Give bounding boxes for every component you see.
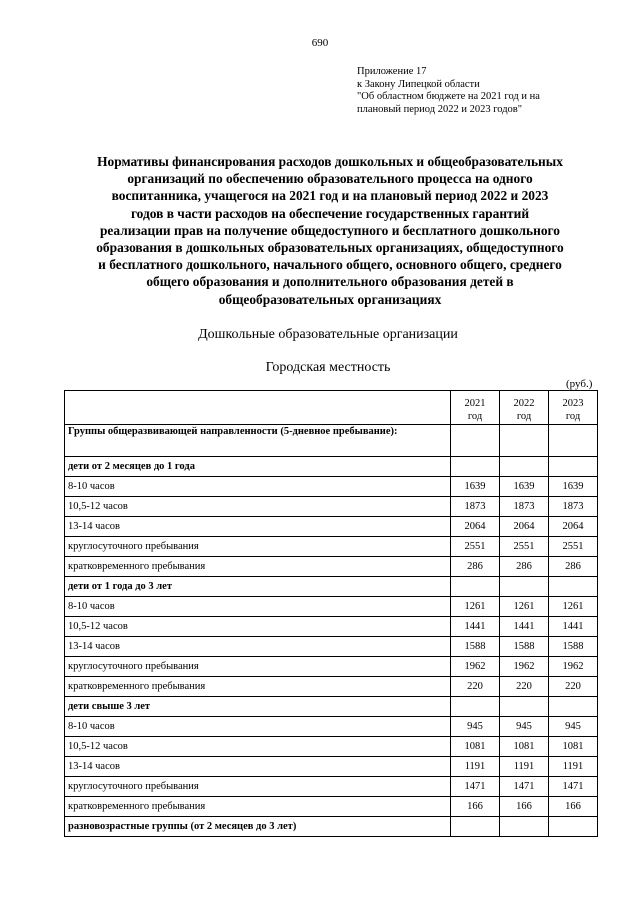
value-cell: 1191	[500, 757, 549, 777]
row-label-cell: 10,5-12 часов	[65, 497, 451, 517]
value-cell: 1261	[500, 597, 549, 617]
empty-cell	[500, 697, 549, 717]
value-cell: 1588	[500, 637, 549, 657]
year-value: 2023	[562, 398, 584, 409]
section-title-cell: дети от 2 месяцев до 1 года	[65, 457, 451, 477]
page-number: 690	[311, 37, 329, 49]
annex-line: Приложение 17	[357, 66, 427, 77]
units-label: (руб.)	[566, 378, 593, 390]
value-cell: 1081	[549, 737, 598, 757]
value-cell: 2551	[451, 537, 500, 557]
row-label-cell: кратковременного пребывания	[65, 677, 451, 697]
value-cell: 1471	[500, 777, 549, 797]
header-empty-cell	[65, 391, 451, 425]
value-cell: 945	[451, 717, 500, 737]
value-cell: 1639	[549, 477, 598, 497]
row-label-cell: 13-14 часов	[65, 517, 451, 537]
section-title-cell: дети свыше 3 лет	[65, 697, 451, 717]
section-row	[65, 697, 598, 717]
year-header-cell	[451, 391, 500, 425]
row-label-cell: 13-14 часов	[65, 757, 451, 777]
value-cell: 1962	[500, 657, 549, 677]
title-line: и бесплатного дошкольного, начального общего, основного общего, среднего	[98, 257, 562, 273]
value-cell: 2064	[500, 517, 549, 537]
table-row	[65, 777, 598, 797]
empty-cell	[451, 425, 500, 457]
value-cell: 945	[500, 717, 549, 737]
empty-cell	[549, 577, 598, 597]
row-label-cell: 8-10 часов	[65, 597, 451, 617]
empty-cell	[549, 457, 598, 477]
subsection-title: Городская местность	[265, 360, 391, 375]
value-cell: 1261	[451, 597, 500, 617]
row-label-cell: 13-14 часов	[65, 637, 451, 657]
table-row	[65, 797, 598, 817]
value-cell: 1191	[451, 757, 500, 777]
section-title: Дошкольные образовательные организации	[198, 327, 458, 342]
table-row	[65, 537, 598, 557]
row-label-cell: кратковременного пребывания	[65, 557, 451, 577]
empty-cell	[500, 577, 549, 597]
value-cell: 1441	[549, 617, 598, 637]
value-cell: 286	[451, 557, 500, 577]
year-label: год	[516, 411, 532, 422]
row-label-cell: круглосуточного пребывания	[65, 537, 451, 557]
title-line: образования в дошкольных образовательных организациях, общедоступного	[96, 240, 564, 256]
row-label-cell: круглосуточного пребывания	[65, 777, 451, 797]
value-cell: 286	[549, 557, 598, 577]
table-row	[65, 717, 598, 737]
value-cell: 286	[500, 557, 549, 577]
title-line: воспитанника, учащегося на 2021 год и на плановый период 2022 и 2023	[111, 188, 549, 204]
value-cell: 1588	[549, 637, 598, 657]
table-row	[65, 517, 598, 537]
section-row	[65, 577, 598, 597]
section-title-cell: разновозрастные группы (от 2 месяцев до 3 лет)	[65, 817, 451, 837]
value-cell: 166	[451, 797, 500, 817]
group-title-row	[65, 425, 598, 457]
section-row	[65, 457, 598, 477]
value-cell: 1873	[549, 497, 598, 517]
value-cell: 1261	[549, 597, 598, 617]
row-label-cell: 10,5-12 часов	[65, 617, 451, 637]
year-label: год	[467, 411, 483, 422]
table-header-row	[65, 391, 598, 425]
title-line: реализации прав на получение общедоступного и бесплатного дошкольного	[99, 222, 560, 238]
value-cell: 1873	[451, 497, 500, 517]
year-header-cell	[549, 391, 598, 425]
row-label-cell: круглосуточного пребывания	[65, 657, 451, 677]
table-row	[65, 757, 598, 777]
table-row	[65, 657, 598, 677]
title-line: общеобразовательных организациях	[218, 291, 442, 307]
value-cell: 1639	[451, 477, 500, 497]
value-cell: 1081	[500, 737, 549, 757]
empty-cell	[500, 457, 549, 477]
value-cell: 220	[549, 677, 598, 697]
empty-cell	[549, 425, 598, 457]
value-cell: 1962	[451, 657, 500, 677]
table-row	[65, 557, 598, 577]
annex-line: плановый период 2022 и 2023 годов"	[357, 103, 523, 115]
value-cell: 1639	[500, 477, 549, 497]
value-cell: 1471	[451, 777, 500, 797]
value-cell: 1441	[500, 617, 549, 637]
row-label-cell: кратковременного пребывания	[65, 797, 451, 817]
table-row	[65, 637, 598, 657]
annex-note	[357, 66, 540, 116]
section-row	[65, 817, 598, 837]
annex-line: "Об областном бюджете на 2021 год и на	[357, 91, 540, 102]
norms-table	[64, 390, 598, 837]
title-line: годов в части расходов на обеспечение государственных гарантий	[130, 205, 530, 221]
table-row	[65, 477, 598, 497]
table-row	[65, 597, 598, 617]
year-value: 2022	[513, 398, 535, 409]
value-cell: 2064	[549, 517, 598, 537]
group-title-cell: Группы общеразвивающей направленности (5-дневное пребывание):	[65, 425, 451, 457]
value-cell: 1441	[451, 617, 500, 637]
empty-cell	[451, 457, 500, 477]
annex-line: к Закону Липецкой области	[357, 78, 480, 90]
empty-cell	[451, 817, 500, 837]
year-label: год	[565, 411, 581, 422]
value-cell: 2551	[500, 537, 549, 557]
section-title-cell: дети от 1 года до 3 лет	[65, 577, 451, 597]
empty-cell	[451, 697, 500, 717]
value-cell: 1588	[451, 637, 500, 657]
empty-cell	[549, 697, 598, 717]
value-cell: 166	[549, 797, 598, 817]
empty-cell	[500, 817, 549, 837]
row-label-cell: 10,5-12 часов	[65, 737, 451, 757]
table-row	[65, 737, 598, 757]
year-header-cell	[500, 391, 549, 425]
title-line: Нормативы финансирования расходов дошкольных и общеобразовательных	[97, 154, 563, 169]
value-cell: 2064	[451, 517, 500, 537]
empty-cell	[500, 425, 549, 457]
title-line: общего образования и дополнительного образования детей в	[146, 274, 514, 290]
table-row	[65, 677, 598, 697]
row-label-cell: 8-10 часов	[65, 717, 451, 737]
value-cell: 2551	[549, 537, 598, 557]
row-label-cell: 8-10 часов	[65, 477, 451, 497]
value-cell: 166	[500, 797, 549, 817]
value-cell: 1962	[549, 657, 598, 677]
title-line: организаций по обеспечению образовательного процесса на одного	[127, 171, 533, 187]
table-row	[65, 617, 598, 637]
value-cell: 945	[549, 717, 598, 737]
empty-cell	[451, 577, 500, 597]
value-cell: 220	[451, 677, 500, 697]
value-cell: 1471	[549, 777, 598, 797]
value-cell: 220	[500, 677, 549, 697]
value-cell: 1081	[451, 737, 500, 757]
document-title	[40, 153, 620, 308]
year-value: 2021	[464, 398, 486, 409]
value-cell: 1191	[549, 757, 598, 777]
empty-cell	[549, 817, 598, 837]
table-row	[65, 497, 598, 517]
value-cell: 1873	[500, 497, 549, 517]
